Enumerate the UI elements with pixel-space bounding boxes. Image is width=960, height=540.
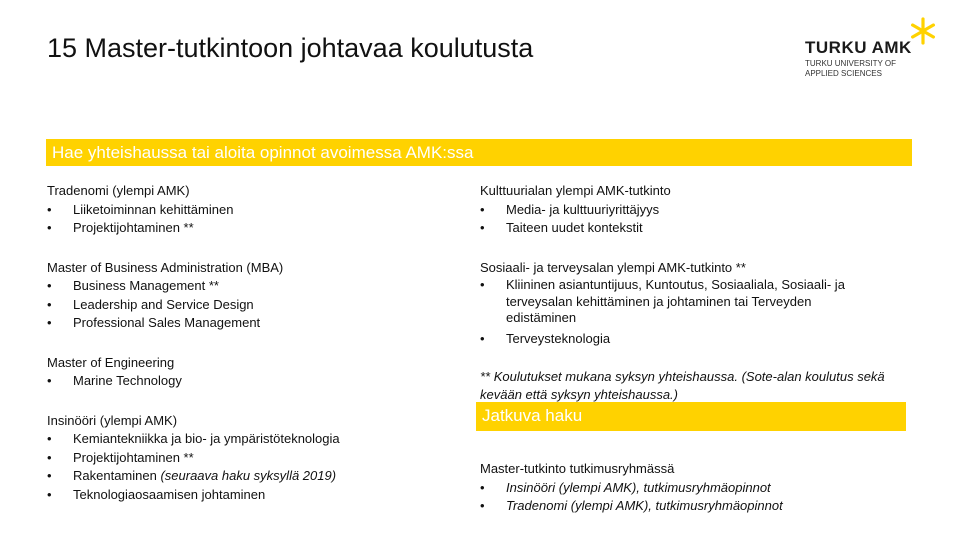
programme-heading: Master of Business Administration (MBA) xyxy=(47,259,284,275)
right-programme-column xyxy=(480,182,900,369)
programme-heading: Master-tutkinto tutkimusryhmässä xyxy=(480,461,675,476)
programme-group-sote xyxy=(480,259,900,349)
bullet: • xyxy=(47,449,52,465)
list-item: • Tradenomi (ylempi AMK), tutkimusryhmäopinnot xyxy=(480,497,900,516)
asterisk-star-icon xyxy=(908,16,938,46)
bullet: • xyxy=(47,431,52,446)
bullet: • xyxy=(480,201,485,217)
list-item: • Insinööri (ylempi AMK), tutkimusryhmäopinnot xyxy=(480,479,900,498)
bullet: • xyxy=(47,220,52,235)
application-banner xyxy=(46,139,912,166)
bullet: • xyxy=(47,373,52,388)
bullet: • xyxy=(47,278,52,293)
list-item: • Liiketoiminnan kehittäminen xyxy=(47,201,447,220)
logo-subtitle-line-2: APPLIED SCIENCES xyxy=(805,69,882,78)
list-item: • Kemiantekniikka ja bio- ja ympäristöteknologia xyxy=(47,430,447,449)
bullet: • xyxy=(47,296,52,312)
list-item: • Professional Sales Management xyxy=(47,314,447,333)
list-item: • Terveysteknologia xyxy=(480,330,900,349)
list-item: • Kliininen asiantuntijuus, Kuntoutus, Sosiaaliala, Sosiaali- ja terveysalan kehittäminen ja johtaminen tai Terveyden edistäminen xyxy=(480,277,845,325)
logo-subtitle xyxy=(805,59,925,79)
bullet: • xyxy=(47,315,52,330)
programme-heading: Tradenomi (ylempi AMK) xyxy=(47,183,190,198)
continuous-application-label: Jatkuva haku xyxy=(482,406,583,425)
logo-name: TURKU AMK xyxy=(805,38,912,57)
programme-group-insinoori xyxy=(47,412,447,505)
programme-heading: Insinööri (ylempi AMK) xyxy=(47,412,178,428)
programme-heading: Kulttuurialan ylempi AMK-tutkinto xyxy=(480,183,671,198)
programme-group-kulttuuri xyxy=(480,182,900,238)
bullet: • xyxy=(480,277,485,292)
bullet: • xyxy=(47,486,52,502)
banner-text: Hae yhteishaussa tai aloita opinnot avoimessa AMK:ssa xyxy=(52,143,474,162)
bullet: • xyxy=(480,330,485,346)
programme-heading: Master of Engineering xyxy=(47,354,175,370)
bullet: • xyxy=(47,468,52,483)
bullet: • xyxy=(47,201,52,217)
continuous-application-banner xyxy=(476,402,906,431)
programme-group-mba xyxy=(47,259,447,333)
left-programme-column xyxy=(47,182,447,525)
programme-heading: Sosiaali- ja terveysalan ylempi AMK-tutkinto ** xyxy=(480,259,746,275)
logo-subtitle-line-1: TURKU UNIVERSITY OF xyxy=(805,59,896,68)
list-item: • Media- ja kulttuuriyrittäjyys xyxy=(480,201,900,220)
bullet: • xyxy=(480,220,485,235)
list-item: • Taiteen uudet kontekstit xyxy=(480,219,900,238)
research-group-section xyxy=(480,460,900,516)
list-item: • Leadership and Service Design xyxy=(47,296,447,315)
programme-group-engineering xyxy=(47,354,447,391)
list-item: • Teknologiaosaamisen johtaminen xyxy=(47,486,447,505)
list-item: • Marine Technology xyxy=(47,372,447,391)
schedule-note: (seuraava haku syksyllä 2019) xyxy=(160,468,337,483)
list-item: • Business Management ** xyxy=(47,277,447,296)
list-item: • Projektijohtaminen ** xyxy=(47,449,447,468)
footnote: ** Koulutukset mukana syksyn yhteishaussa. (Sote-alan koulutus sekä kevään että syksyn yhteishaussa.) xyxy=(480,369,885,402)
bullet: • xyxy=(480,498,485,513)
list-item: • Projektijohtaminen ** xyxy=(47,219,447,238)
page-title: 15 Master-tutkintoon johtavaa koulutusta xyxy=(47,33,534,63)
list-item: • Rakentaminen (seuraava haku syksyllä 2019) xyxy=(47,467,447,486)
turku-amk-logo xyxy=(795,12,945,92)
programme-group-tradenomi xyxy=(47,182,447,238)
bullet: • xyxy=(480,479,485,495)
